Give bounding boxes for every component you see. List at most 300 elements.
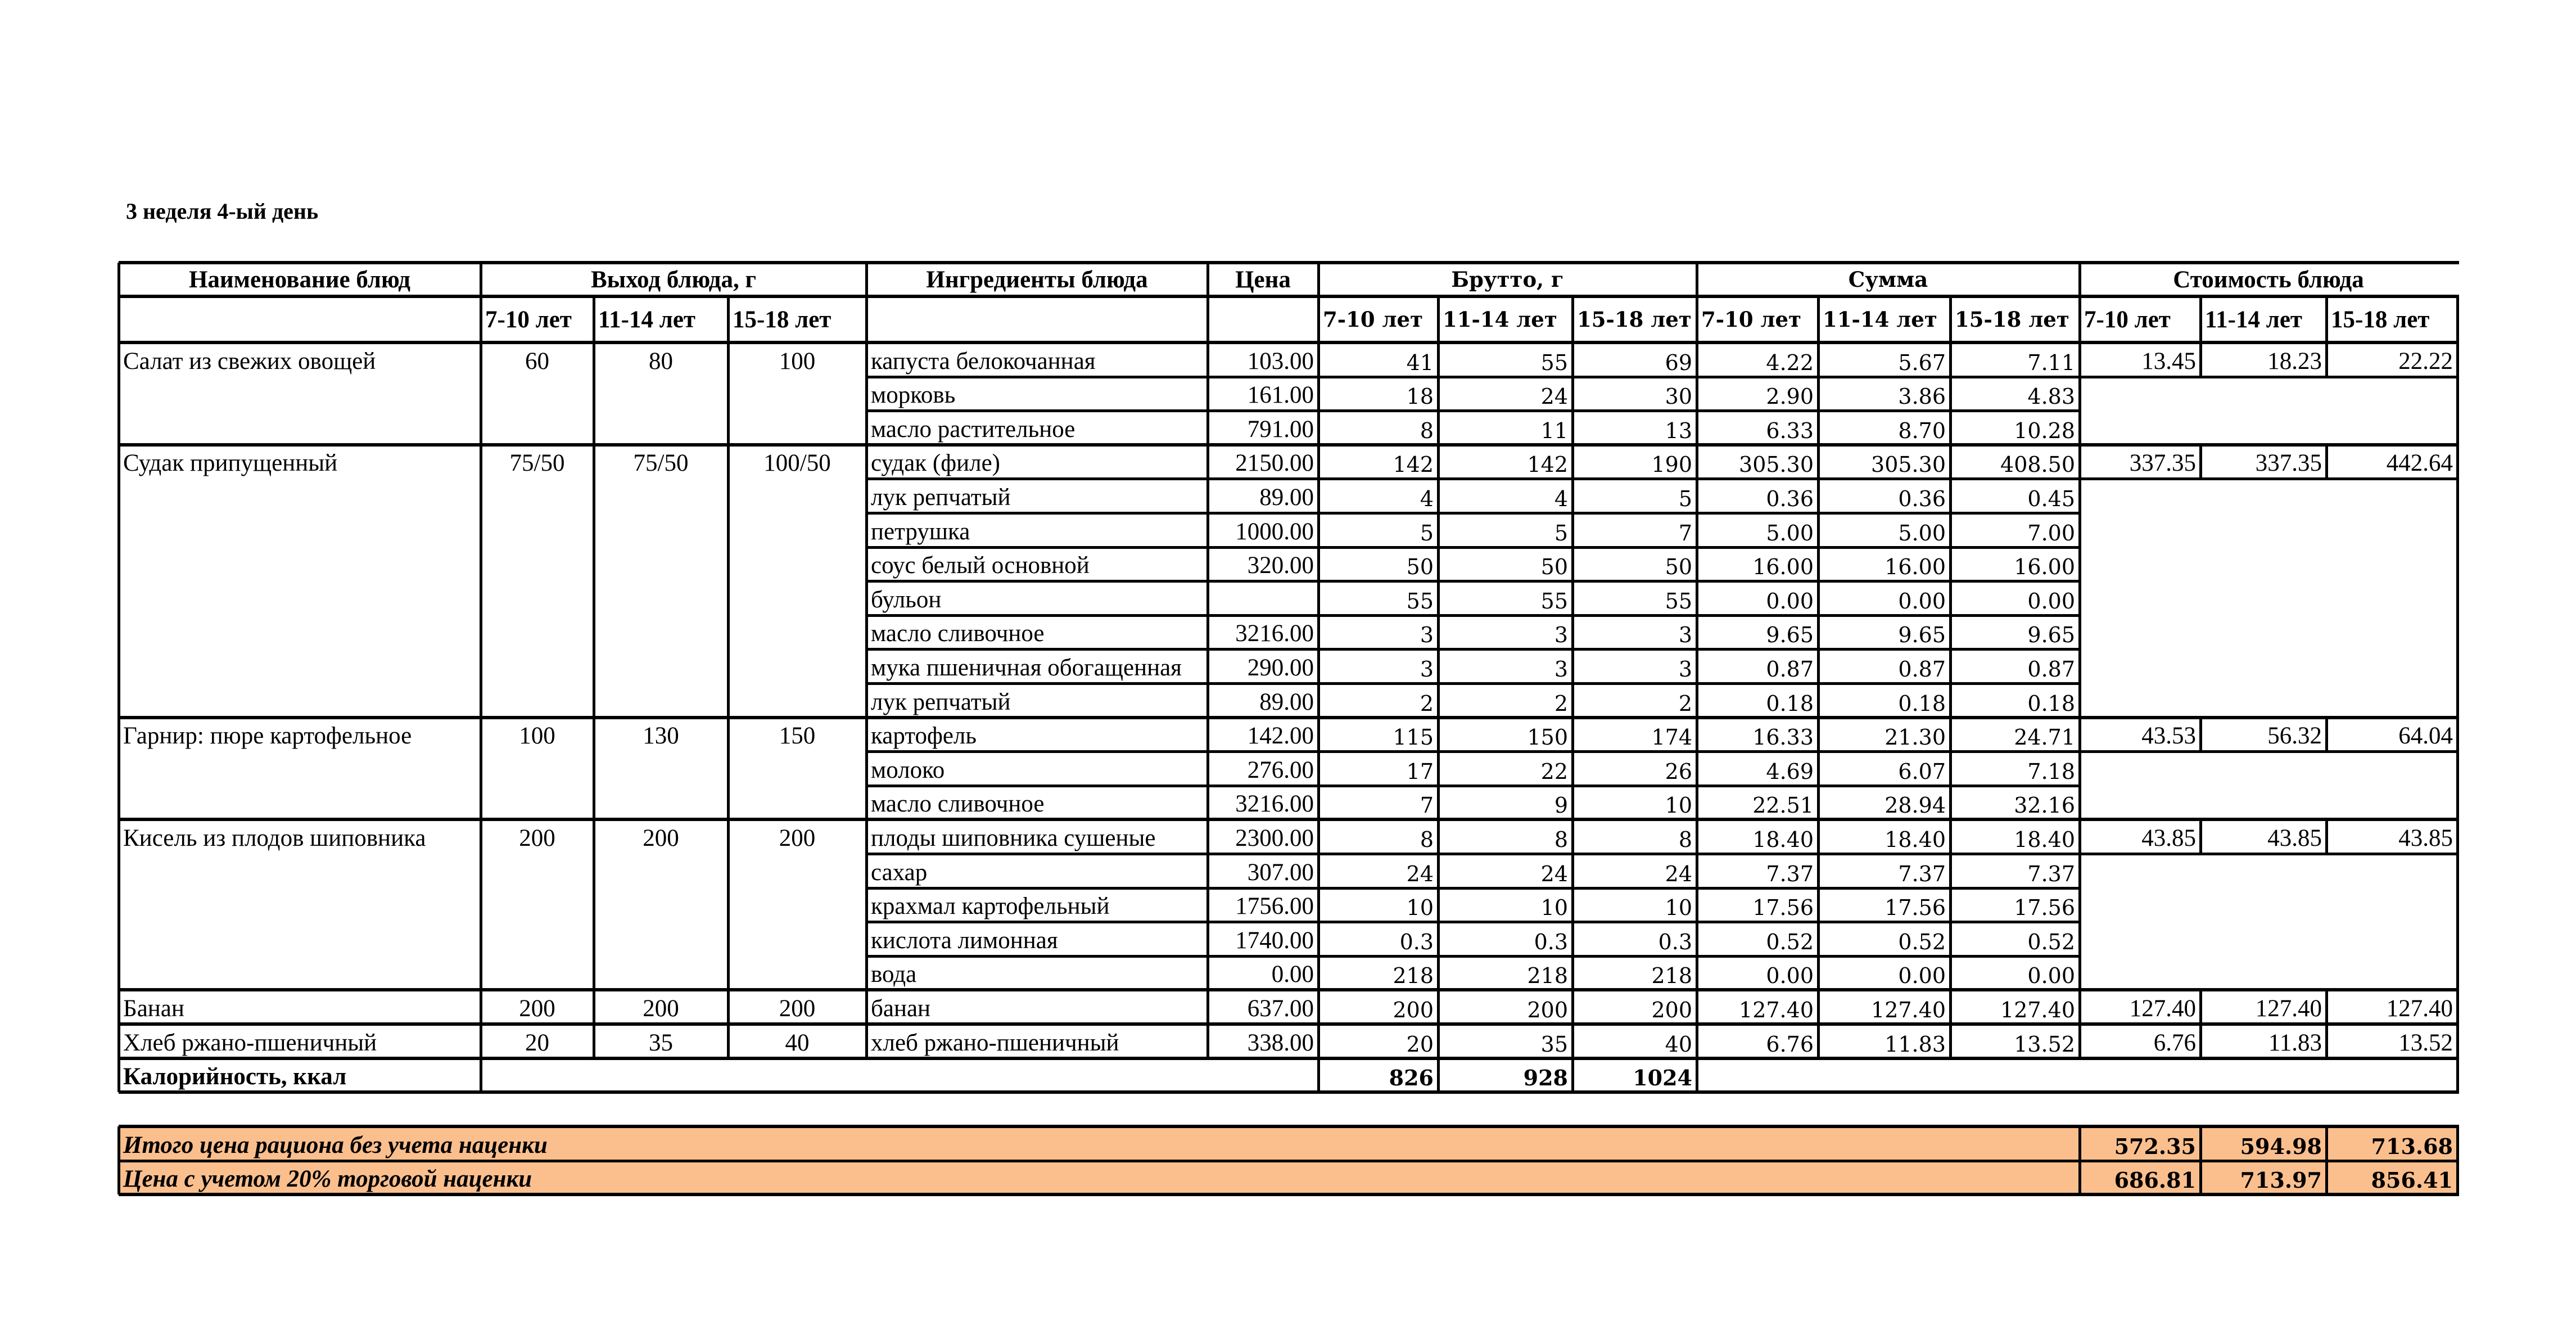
- header-col-border: [2456, 296, 2459, 342]
- col-border: [480, 1024, 482, 1058]
- col-border: [480, 990, 482, 1024]
- col-border: [2456, 342, 2459, 445]
- ingredient-brutto: 3: [1420, 623, 1434, 648]
- col-border: [480, 819, 482, 990]
- col-border: [1571, 718, 1574, 820]
- header-output-age: 7-10 лет: [485, 306, 572, 333]
- cost-row-border: [2080, 477, 2457, 480]
- ingredient-brutto: 26: [1665, 759, 1692, 784]
- ingredient-name: бульон: [871, 586, 942, 613]
- ingredient-sum: 16.00: [1884, 554, 1946, 580]
- ingredient-row-border: [866, 409, 2080, 412]
- col-border: [727, 1024, 730, 1058]
- header-col-border: [1317, 263, 1320, 342]
- col-border: [1571, 1058, 1574, 1093]
- ingredient-brutto: 24: [1540, 861, 1568, 886]
- ingredient-price: 1740.00: [1235, 927, 1314, 954]
- ingredient-sum: 0.45: [2027, 486, 2075, 511]
- header-sum-age: 11-14 лет: [1823, 306, 1937, 332]
- col-border: [865, 990, 868, 1024]
- col-border: [2325, 1024, 2328, 1058]
- header-col-border: [2078, 263, 2081, 342]
- col-border: [1437, 342, 1440, 445]
- ingredient-sum: 0.00: [1898, 588, 1946, 614]
- dish-output: 80: [649, 348, 673, 375]
- col-border: [1696, 819, 1698, 990]
- col-border: [1949, 718, 1952, 820]
- col-border: [2456, 1058, 2459, 1093]
- ingredient-brutto: 50: [1406, 554, 1434, 580]
- dish-output: 100: [779, 348, 816, 375]
- ingredient-brutto: 17: [1406, 759, 1434, 784]
- dish-row-border: [119, 1022, 2459, 1026]
- ingredient-name: соус белый основной: [871, 552, 1090, 579]
- ingredient-sum: 305.30: [1739, 452, 1814, 477]
- ingredient-sum: 0.18: [1898, 691, 1946, 716]
- ingredient-sum: 13.52: [2014, 1031, 2075, 1057]
- ingredient-brutto: 18: [1406, 384, 1434, 409]
- totals-divider: [119, 1160, 2459, 1162]
- ingredient-sum: 5.00: [1898, 520, 1946, 545]
- ingredient-sum: 3.86: [1898, 384, 1946, 409]
- totals-value: 594.98: [2240, 1133, 2322, 1159]
- ingredient-sum: 7.37: [2027, 861, 2075, 886]
- totals-col-border: [2325, 1126, 2328, 1194]
- col-border: [2199, 1024, 2202, 1058]
- dish-cost: 13.52: [2398, 1029, 2453, 1056]
- ingredient-sum: 9.65: [1766, 623, 1814, 648]
- ingredient-sum: 22.51: [1752, 793, 1814, 818]
- dish-name: Гарнир: пюре картофельное: [123, 723, 412, 750]
- ingredient-brutto: 55: [1406, 588, 1434, 614]
- dish-cost: 18.23: [2267, 348, 2322, 375]
- col-border: [480, 445, 482, 718]
- ingredient-brutto: 115: [1393, 725, 1434, 750]
- col-border: [727, 990, 730, 1024]
- ingredient-price: 3216.00: [1235, 620, 1314, 647]
- ingredient-sum: 10.28: [2014, 418, 2075, 443]
- ingredient-name: судак (филе): [871, 450, 1000, 477]
- col-border: [865, 342, 868, 445]
- ingredient-price: 89.00: [1259, 484, 1314, 511]
- dish-row-border: [119, 443, 2459, 447]
- col-border: [1206, 718, 1209, 820]
- ingredient-sum: 0.36: [1898, 486, 1946, 511]
- totals-bottom-border: [119, 1193, 2459, 1196]
- col-border: [117, 819, 120, 990]
- ingredient-sum: 0.00: [1898, 963, 1946, 989]
- dish-output: 130: [643, 723, 679, 750]
- totals-col-border: [2078, 1126, 2081, 1194]
- dish-output: 100/50: [763, 450, 831, 477]
- ingredient-sum: 0.18: [2027, 691, 2075, 716]
- ingredient-name: молоко: [871, 756, 945, 783]
- col-border: [1317, 1058, 1320, 1093]
- ingredient-brutto: 190: [1651, 452, 1692, 477]
- header-brutto: Брутто, г: [1451, 267, 1564, 292]
- dish-output: 75/50: [509, 450, 565, 477]
- dish-output: 200: [779, 824, 816, 851]
- col-border: [2078, 990, 2081, 1024]
- col-border: [1437, 990, 1440, 1024]
- col-border: [1696, 1024, 1698, 1058]
- ingredient-sum: 0.00: [1766, 588, 1814, 614]
- ingredient-brutto: 3: [1678, 656, 1692, 682]
- ingredient-brutto: 50: [1540, 554, 1568, 580]
- ingredient-brutto: 3: [1554, 623, 1568, 648]
- col-border: [865, 1024, 868, 1058]
- ingredient-brutto: 7: [1678, 520, 1692, 545]
- dish-output: 200: [779, 995, 816, 1022]
- col-border: [1696, 1058, 1698, 1093]
- totals-value: 713.97: [2240, 1167, 2322, 1193]
- col-border: [117, 1024, 120, 1058]
- col-border: [1317, 990, 1320, 1024]
- ingredient-sum: 7.18: [2027, 759, 2075, 784]
- cost-row-border: [2080, 853, 2457, 855]
- ingredient-brutto: 55: [1540, 588, 1568, 614]
- ingredient-sum: 0.87: [1766, 656, 1814, 682]
- header-sum-age: 7-10 лет: [1701, 306, 1802, 332]
- col-border: [2456, 990, 2459, 1024]
- ingredient-brutto: 8: [1420, 418, 1434, 443]
- ingredient-row-border: [866, 955, 2080, 958]
- col-border: [593, 342, 595, 445]
- ingredient-brutto: 9: [1554, 793, 1568, 818]
- dish-cost: 43.85: [2398, 824, 2453, 851]
- ingredient-sum: 7.37: [1898, 861, 1946, 886]
- col-border: [2078, 718, 2081, 820]
- col-border: [2078, 445, 2081, 718]
- col-border: [1817, 990, 1820, 1024]
- header-col-border: [2325, 296, 2328, 342]
- col-border: [2456, 819, 2459, 990]
- ingredient-sum: 5.67: [1898, 350, 1946, 375]
- totals-value: 686.81: [2114, 1167, 2196, 1193]
- ingredient-name: морковь: [871, 382, 956, 409]
- col-border: [480, 342, 482, 445]
- col-border: [1571, 445, 1574, 718]
- ingredient-row-border: [866, 648, 2080, 651]
- header-col-border: [1206, 263, 1209, 342]
- dish-name: Банан: [123, 995, 184, 1022]
- col-border: [2199, 445, 2202, 479]
- dish-cost: 56.32: [2267, 723, 2322, 750]
- dish-cost: 43.85: [2267, 824, 2322, 851]
- col-border: [865, 445, 868, 718]
- col-border: [1206, 990, 1209, 1024]
- header-cost: Стоимость блюда: [2173, 266, 2364, 293]
- ingredient-brutto: 0.3: [1534, 929, 1568, 954]
- header-price: Цена: [1235, 266, 1291, 293]
- ingredient-sum: 305.30: [1871, 452, 1946, 477]
- ingredient-price: 1000.00: [1235, 518, 1314, 545]
- ingredient-brutto: 0.3: [1399, 929, 1434, 954]
- table-bottom-border: [119, 1090, 2459, 1094]
- col-border: [727, 718, 730, 820]
- ingredient-sum: 18.40: [1752, 827, 1814, 852]
- ingredient-brutto: 3: [1554, 656, 1568, 682]
- header-dish-name: Наименование блюд: [188, 266, 411, 293]
- ingredient-sum: 16.33: [1752, 725, 1814, 750]
- ingredient-name: масло сливочное: [871, 620, 1045, 647]
- header-brutto-age: 15-18 лет: [1577, 306, 1692, 332]
- header-col-border: [865, 263, 868, 342]
- ingredient-brutto: 24: [1540, 384, 1568, 409]
- ingredient-brutto: 11: [1540, 418, 1568, 443]
- col-border: [1571, 819, 1574, 990]
- ingredient-brutto: 218: [1651, 963, 1692, 989]
- ingredient-name: лук репчатый: [871, 484, 1011, 511]
- ingredient-row-border: [866, 376, 2080, 378]
- ingredient-sum: 6.33: [1766, 418, 1814, 443]
- ingredient-sum: 5.00: [1766, 520, 1814, 545]
- col-border: [1317, 718, 1320, 820]
- col-border: [1949, 819, 1952, 990]
- col-border: [1817, 819, 1820, 990]
- col-border: [593, 1024, 595, 1058]
- dish-output: 60: [525, 348, 549, 375]
- table-top-border: [119, 261, 2459, 264]
- ingredient-brutto: 0.3: [1658, 929, 1692, 954]
- col-border: [1317, 342, 1320, 445]
- ingredient-row-border: [866, 682, 2080, 685]
- col-border: [2325, 445, 2328, 479]
- col-border: [117, 1058, 120, 1093]
- ingredient-name: масло растительное: [871, 416, 1075, 443]
- ingredient-price: 338.00: [1247, 1029, 1314, 1056]
- col-border: [117, 990, 120, 1024]
- col-border: [1696, 990, 1698, 1024]
- ingredient-price: 320.00: [1247, 552, 1314, 579]
- col-border: [593, 445, 595, 718]
- header-cost-age: 7-10 лет: [2084, 306, 2171, 333]
- ingredient-price: 89.00: [1259, 688, 1314, 715]
- ingredient-sum: 408.50: [2000, 452, 2075, 477]
- col-border: [2199, 819, 2202, 854]
- ingredient-price: 307.00: [1247, 859, 1314, 886]
- dish-cost: 64.04: [2398, 723, 2453, 750]
- col-border: [2456, 1024, 2459, 1058]
- dish-row-border: [119, 988, 2459, 991]
- dish-cost: 127.40: [2386, 995, 2453, 1022]
- col-border: [1437, 819, 1440, 990]
- ingredient-row-border: [866, 785, 2080, 787]
- ingredient-brutto: 10: [1665, 895, 1692, 921]
- header-divider: [119, 295, 2459, 298]
- col-border: [117, 342, 120, 445]
- col-border: [1571, 1024, 1574, 1058]
- header-cost-age: 11-14 лет: [2205, 306, 2303, 333]
- ingredient-name: мука пшеничная обогащенная: [871, 654, 1182, 681]
- calories-value: 1024: [1633, 1065, 1692, 1091]
- ingredient-brutto: 4: [1554, 486, 1568, 511]
- ingredient-brutto: 4: [1420, 486, 1434, 511]
- dish-cost: 6.76: [2153, 1029, 2196, 1056]
- dish-cost: 43.53: [2141, 723, 2196, 750]
- dish-cost: 337.35: [2255, 450, 2322, 477]
- ingredient-sum: 17.56: [1752, 895, 1814, 921]
- ingredient-brutto: 3: [1420, 656, 1434, 682]
- col-border: [2325, 342, 2328, 377]
- col-border: [1817, 718, 1820, 820]
- ingredient-brutto: 7: [1420, 793, 1434, 818]
- ingredient-row-border: [866, 853, 2080, 855]
- ingredient-row-border: [866, 887, 2080, 890]
- ingredient-brutto: 24: [1406, 861, 1434, 886]
- cost-row-border: [2080, 376, 2457, 378]
- ingredient-sum: 4.69: [1766, 759, 1814, 784]
- ingredient-price: 3216.00: [1235, 791, 1314, 818]
- ingredient-price: 142.00: [1247, 723, 1314, 750]
- header-col-border: [727, 296, 730, 342]
- dish-name: Кисель из плодов шиповника: [123, 824, 426, 851]
- ingredient-sum: 11.83: [1884, 1031, 1946, 1057]
- totals-label: Итого цена рациона без учета наценки: [123, 1131, 548, 1158]
- col-border: [1949, 990, 1952, 1024]
- col-border: [2199, 718, 2202, 752]
- dish-cost: 337.35: [2129, 450, 2196, 477]
- col-border: [1437, 718, 1440, 820]
- header-col-border: [2199, 296, 2202, 342]
- header-output: Выход блюда, г: [590, 266, 757, 293]
- header-ingredients: Ингредиенты блюда: [926, 266, 1148, 293]
- ingredient-brutto: 5: [1678, 486, 1692, 511]
- ingredient-brutto: 20: [1406, 1031, 1434, 1057]
- col-border: [117, 445, 120, 718]
- ingredient-sum: 0.52: [1898, 929, 1946, 954]
- col-border: [727, 819, 730, 990]
- col-border: [1437, 1024, 1440, 1058]
- ingredient-brutto: 55: [1665, 588, 1692, 614]
- dish-output: 200: [643, 995, 679, 1022]
- calories-value: 928: [1523, 1065, 1568, 1091]
- ingredient-price: 290.00: [1247, 654, 1314, 681]
- ingredient-sum: 7.00: [2027, 520, 2075, 545]
- col-border: [1696, 342, 1698, 445]
- col-border: [1206, 1024, 1209, 1058]
- ingredient-sum: 0.52: [1766, 929, 1814, 954]
- col-border: [2456, 445, 2459, 718]
- ingredient-price: 791.00: [1247, 416, 1314, 443]
- col-border: [1949, 445, 1952, 718]
- ingredient-sum: 9.65: [2027, 623, 2075, 648]
- ingredient-brutto: 40: [1665, 1031, 1692, 1057]
- header-col-border: [1571, 296, 1574, 342]
- ingredient-brutto: 174: [1651, 725, 1692, 750]
- totals-col-border: [2199, 1126, 2202, 1194]
- col-border: [1817, 1024, 1820, 1058]
- ingredient-sum: 16.00: [1752, 554, 1814, 580]
- col-border: [1696, 445, 1698, 718]
- ingredient-sum: 0.00: [2027, 588, 2075, 614]
- totals-label: Цена с учетом 20% торговой наценки: [123, 1166, 532, 1192]
- header-output-age: 11-14 лет: [598, 306, 696, 333]
- ingredient-brutto: 69: [1665, 350, 1692, 375]
- ingredient-brutto: 22: [1540, 759, 1568, 784]
- dish-cost: 22.22: [2398, 348, 2453, 375]
- ingredient-brutto: 5: [1554, 520, 1568, 545]
- col-border: [1317, 445, 1320, 718]
- ingredient-sum: 2.90: [1766, 384, 1814, 409]
- dish-cost: 43.85: [2141, 824, 2196, 851]
- col-border: [1437, 445, 1440, 718]
- col-border: [865, 718, 868, 820]
- ingredient-price: [1208, 581, 1318, 615]
- header-sum: Сумма: [1848, 267, 1928, 292]
- ingredient-brutto: 30: [1665, 384, 1692, 409]
- col-border: [593, 718, 595, 820]
- dish-output: 75/50: [633, 450, 689, 477]
- col-border: [1317, 819, 1320, 990]
- totals-value: 572.35: [2114, 1133, 2196, 1159]
- ingredient-brutto: 35: [1540, 1031, 1568, 1057]
- dish-cost: 11.83: [2268, 1029, 2322, 1056]
- header-output-age: 15-18 лет: [733, 306, 831, 333]
- ingredient-sum: 6.76: [1766, 1031, 1814, 1057]
- col-border: [1206, 342, 1209, 445]
- ingredient-sum: 0.00: [2027, 963, 2075, 989]
- col-border: [1206, 819, 1209, 990]
- dish-cost: 13.45: [2141, 348, 2196, 375]
- ingredient-brutto: 8: [1554, 827, 1568, 852]
- ingredient-sum: 9.65: [1898, 623, 1946, 648]
- ingredient-brutto: 24: [1665, 861, 1692, 886]
- ingredient-row-border: [866, 580, 2080, 583]
- col-border: [2199, 990, 2202, 1024]
- ingredient-sum: 6.07: [1898, 759, 1946, 784]
- ingredient-sum: 127.40: [2000, 997, 2075, 1022]
- dish-cost: 442.64: [2386, 450, 2453, 477]
- col-border: [117, 718, 120, 820]
- col-border: [2325, 718, 2328, 752]
- ingredient-brutto: 142: [1393, 452, 1434, 477]
- ingredient-sum: 28.94: [1884, 793, 1946, 818]
- calories-value: 826: [1389, 1065, 1434, 1091]
- col-border: [2199, 342, 2202, 377]
- ingredient-price: 2300.00: [1235, 824, 1314, 851]
- ingredient-brutto: 5: [1420, 520, 1434, 545]
- ingredient-sum: 7.11: [2027, 350, 2075, 375]
- dish-row-border: [119, 716, 2459, 719]
- col-border: [1206, 445, 1209, 718]
- ingredient-brutto: 3: [1678, 623, 1692, 648]
- col-border: [1571, 342, 1574, 445]
- dish-output: 200: [519, 824, 555, 851]
- col-border: [2456, 718, 2459, 820]
- dish-output: 150: [779, 723, 816, 750]
- col-border: [1696, 718, 1698, 820]
- ingredient-brutto: 8: [1420, 827, 1434, 852]
- col-border: [1949, 1024, 1952, 1058]
- header-col-border: [1949, 296, 1952, 342]
- col-border: [2325, 819, 2328, 854]
- ingredient-brutto: 50: [1665, 554, 1692, 580]
- col-border: [593, 990, 595, 1024]
- ingredient-name: банан: [871, 995, 931, 1022]
- ingredient-name: хлеб ржано-пшеничный: [871, 1029, 1119, 1056]
- ingredient-brutto: 150: [1527, 725, 1568, 750]
- ingredient-row-border: [866, 750, 2080, 753]
- header-brutto-age: 7-10 лет: [1323, 306, 1423, 332]
- ingredient-brutto: 8: [1678, 827, 1692, 852]
- col-border: [2078, 1024, 2081, 1058]
- ingredient-brutto: 2: [1554, 691, 1568, 716]
- ingredient-price: 2150.00: [1235, 450, 1314, 477]
- ingredient-price: 161.00: [1247, 382, 1314, 409]
- ingredient-brutto: 10: [1406, 895, 1434, 921]
- ingredient-brutto: 200: [1393, 997, 1434, 1022]
